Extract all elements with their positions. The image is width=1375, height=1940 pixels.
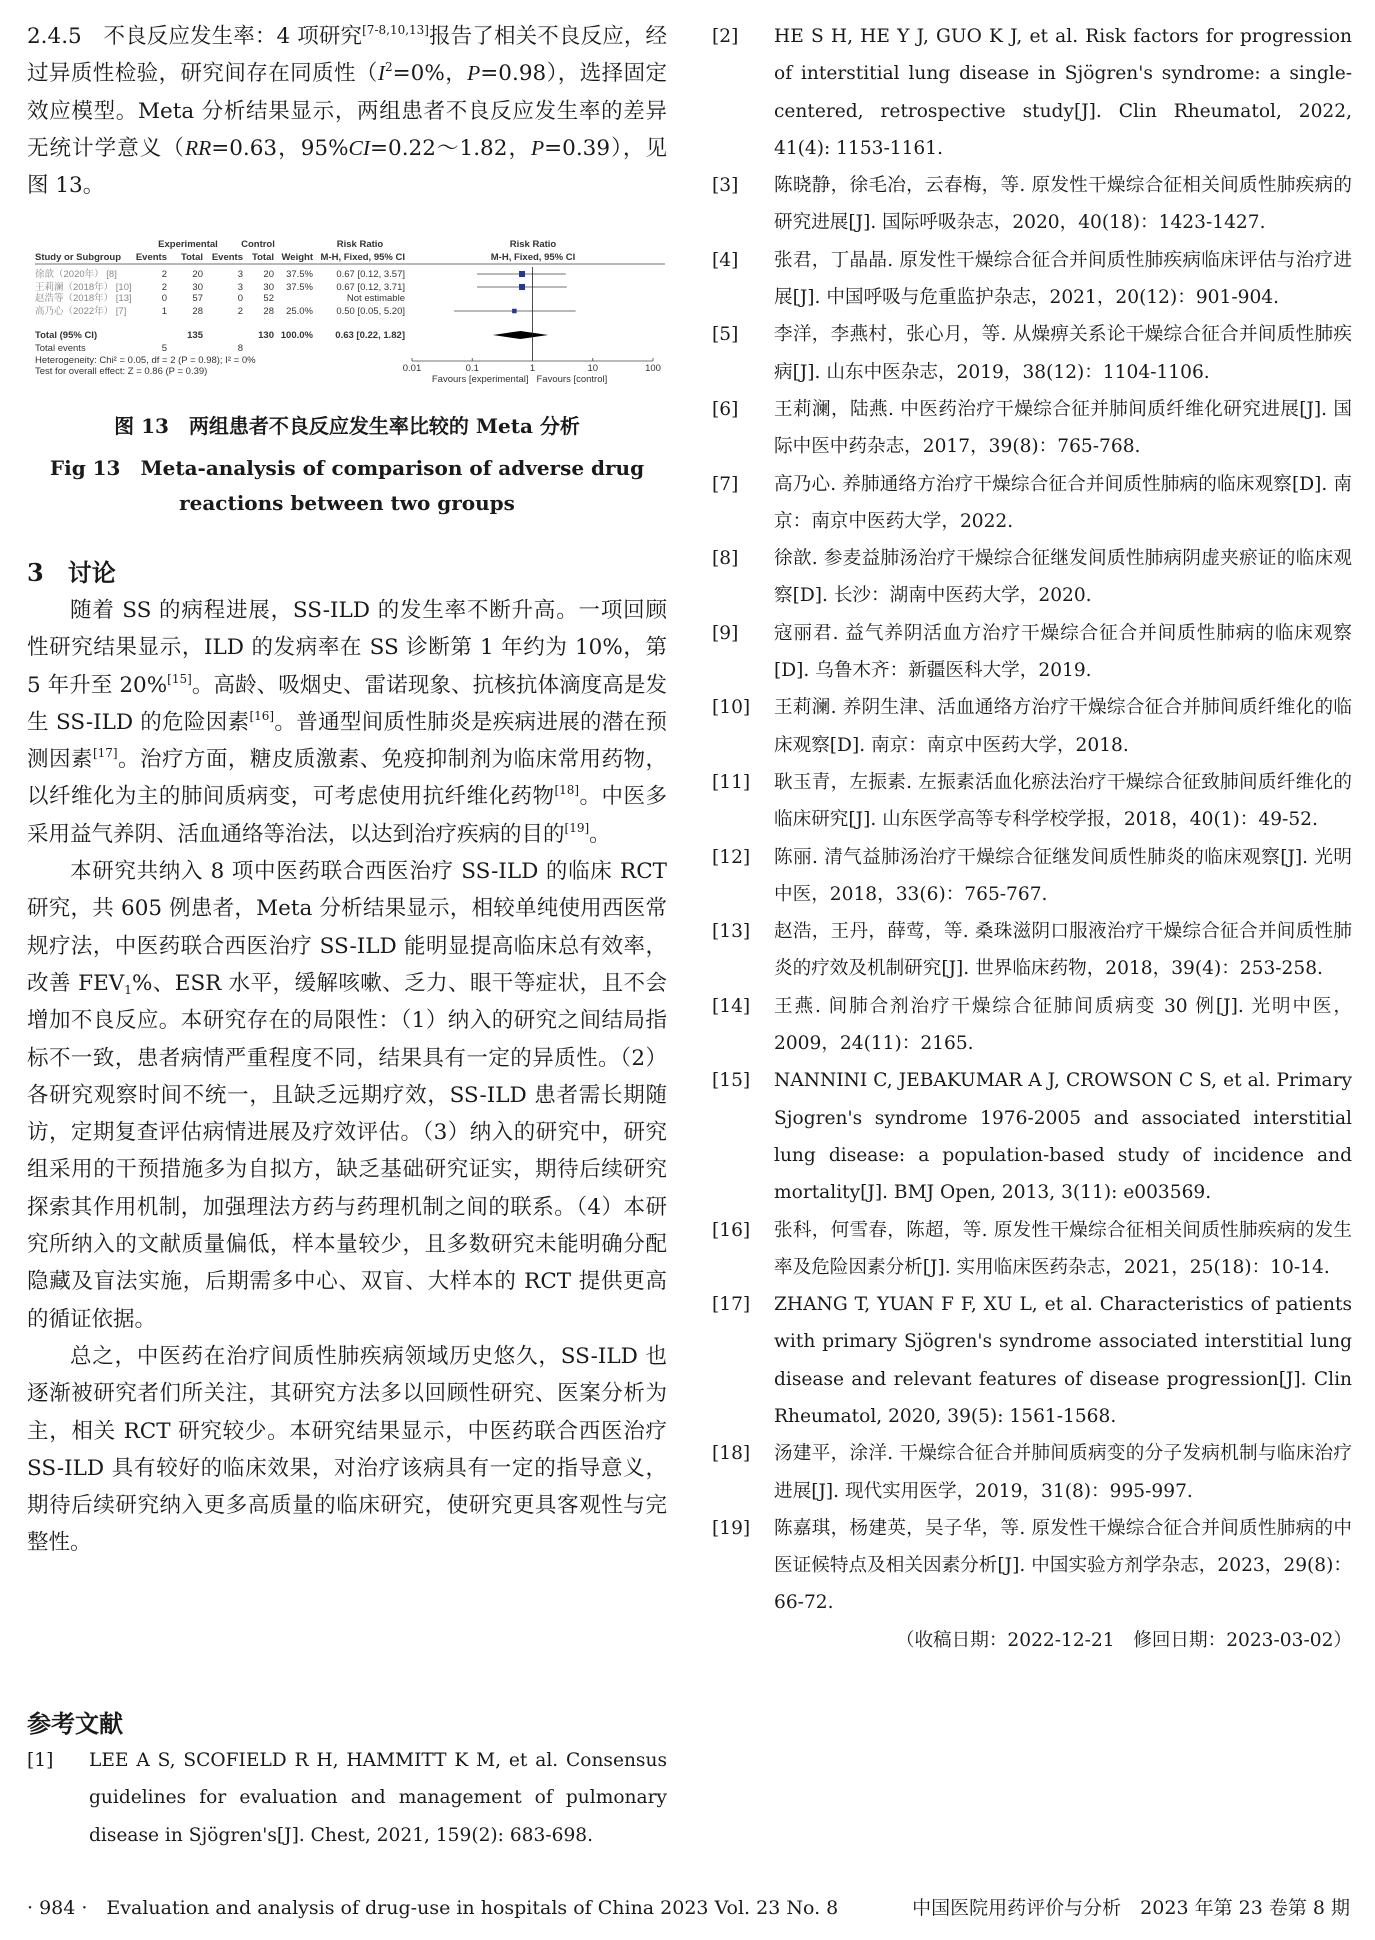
reference-item (712, 988, 1352, 1063)
total-ctl: 130 (258, 330, 274, 341)
risk-ratio-ci: Not estimable (346, 293, 405, 304)
reference-number: [16] (712, 1219, 751, 1241)
subscript: 1 (124, 982, 132, 997)
study-name: 赵浩等（2018年） [13] (35, 293, 132, 304)
text-run: 总之，中医药在治疗间质性肺疾病领域历史悠久，SS-ILD 也逐渐被研究者们所关注，其研究方法多以回顾性研究、医案分析为主，相关 RCT 研究较少。本研究结果显示，中医药联合西医治疗 SS-ILD 具有较好的临床效果，对治疗该病具有一定的指导意义，期待后续研究纳入更多高质量的临床研究，使研究更具客观性与完整性。 (27, 1343, 667, 1556)
footer-left: · 984 · Evaluation and analysis of drug-use in hospitals of China 2023 Vol. 23 No. 8 (27, 1897, 839, 1919)
header-plot-method: M-H, Fixed, 95% CI (490, 252, 576, 263)
ctl-total: 52 (263, 293, 274, 304)
x-tick-label: 0.01 (402, 363, 422, 374)
reference-number: [17] (712, 1294, 751, 1316)
ctl-total: 30 (263, 282, 274, 293)
exp-events: 0 (161, 293, 167, 304)
reference-text: 李洋，李燕村，张心月，等. 从燥痹关系论干燥综合征合并间质性肺疾病[J]. 山东中医杂志，2019，38(12)：1104-1106. (774, 324, 1352, 383)
reference-text: 陈嘉琪，杨建英，吴子华，等. 原发性干燥综合征合并间质性肺病的中医证候特点及相关因素分析[J]. 中国实验方剂学杂志，2023，29(8)：66-72. (774, 1517, 1352, 1614)
reference-text: 王燕. 间肺合剂治疗干燥综合征肺间质病变 30 例[J]. 光明中医，2009，24(11)：2165. (774, 995, 1352, 1055)
reference-number: [14] (712, 995, 751, 1017)
header-plot-title: Risk Ratio (509, 239, 557, 250)
reference-number: [10] (712, 697, 751, 719)
header-experimental: Experimental (158, 239, 218, 250)
reference-text: 徐歆. 参麦益肺汤治疗干燥综合征继发间质性肺病阴虚夹瘀证的临床观察[D]. 长沙：湖南中医药大学，2020. (774, 548, 1352, 607)
total-weight: 100.0% (280, 330, 313, 341)
pooled-effect-diamond (493, 331, 548, 339)
figure-caption-cn: 图 13 两组患者不良反应发生率比较的 Meta 分析 (114, 414, 580, 438)
ctl-events: 0 (237, 293, 243, 304)
text-run: 随着 SS 的病程进展，SS-ILD 的发生率不断升高。一项回顾性研究结果显示，ILD 的发病率在 SS 诊断第 1 年约为 10%，第 5 年升至 20% (27, 598, 667, 698)
exp-total: 28 (192, 306, 203, 317)
study-effect-square (519, 271, 525, 277)
reference-item (27, 1742, 667, 1854)
citation-superscript: 2 (385, 60, 393, 75)
references-right (712, 18, 1352, 1659)
discussion-body (27, 592, 667, 1562)
ctl-events: 3 (237, 282, 243, 293)
text-run: 。 (589, 821, 611, 847)
total-exp: 135 (187, 330, 203, 341)
reference-text: ZHANG T, YUAN F F, XU L, et al. Characteristics of patients with primary Sjögren's syndrome associated interstitial lung disease and relevant features of disease progression[J]. Clin Rheumatol, 2020, 39(5): 1561-1568. (774, 1294, 1352, 1427)
total-events-label: Total events (35, 343, 86, 354)
weight: 37.5% (286, 269, 313, 280)
exp-total: 20 (192, 269, 203, 280)
reference-text: 汤建平，涂洋. 干燥综合征合并肺间质病变的分子发病机制与临床治疗进展[J]. 现代实用医学，2019，31(8)：995-997. (774, 1443, 1352, 1502)
references-heading: 参考文献 (27, 1709, 123, 1738)
text-run: =0.22～1.82， (370, 135, 532, 161)
reference-item (712, 615, 1352, 690)
text-run: 本研究共纳入 8 项中医药联合西医治疗 SS-ILD 的临床 RCT 研究，共 605 例患者，Meta 分析结果显示，相较单纯使用西医常规疗法，中医药联合西医治疗 SS-ILD 能明显提高临床总有效率，改善 FEV (27, 859, 667, 996)
figure-caption-en-line1: Fig 13 Meta-analysis of comparison of adverse drug (49, 456, 645, 480)
reference-text: 陈丽. 清气益肺汤治疗干燥综合征继发间质性肺炎的临床观察[J]. 光明中医，2018，33(6)：765-767. (774, 846, 1352, 905)
ctl-total: 20 (263, 269, 274, 280)
reference-number: [12] (712, 846, 751, 868)
citation-superscript: [17] (92, 746, 118, 761)
text-run: 。治疗方面，糖皮质激素、免疫抑制剂为临床常用药物，以纤维化为主的肺间质病变，可考虑使用抗纤维化药物 (27, 747, 667, 810)
citation-superscript: [15] (167, 671, 192, 686)
citation-superscript: [7-8,10,13] (362, 23, 429, 37)
heterogeneity-text: Heterogeneity: Chi² = 0.05, df = 2 (P = 0.98); I² = 0% (35, 355, 256, 366)
reference-item (712, 764, 1352, 839)
text-run: 。普通型间质性肺炎是疾病进展的潜在预测因素 (27, 709, 667, 773)
text-run: 报告了相关不良反应，经过异质性检验，研究间存在同质性（ (27, 24, 667, 87)
received-date: （收稿日期：2022-12-21 修回日期：2023-03-02） (895, 1629, 1352, 1651)
reference-item (712, 316, 1352, 391)
total-events-ctl: 8 (237, 343, 243, 354)
reference-number: [9] (712, 622, 739, 644)
header-risk-ratio: Risk Ratio (336, 239, 384, 250)
reference-number: [11] (712, 771, 751, 793)
study-name: 徐歆（2020年） [8] (35, 269, 117, 280)
italic-symbol: P (467, 61, 481, 86)
study-name: 王莉澜（2018年） [10] (35, 282, 132, 293)
favours-control: Favours [control] (536, 374, 608, 385)
exp-events: 2 (161, 282, 167, 293)
italic-symbol: CI (348, 135, 371, 160)
reference-item (712, 689, 1352, 764)
reference-number: [18] (712, 1443, 751, 1465)
reference-item (712, 1286, 1352, 1435)
reference-item (712, 466, 1352, 541)
reference-item (712, 913, 1352, 988)
x-tick-label: 1 (529, 363, 536, 374)
reference-text: 赵浩，王丹，薛莺，等. 桑珠滋阴口服液治疗干燥综合征合并间质性肺炎的疗效及机制研究[J]. 世界临床药物，2018，39(4)：253-258. (774, 921, 1352, 980)
exp-total: 57 (192, 293, 203, 304)
reference-text: 高乃心. 养肺通络方治疗干燥综合征合并间质性肺病的临床观察[D]. 南京：南京中医药大学，2022. (774, 473, 1352, 532)
reference-number: [15] (712, 1070, 751, 1092)
study-name: 高乃心（2022年） [7] (35, 306, 127, 317)
italic-symbol: P (531, 135, 545, 160)
text-run: =0.63，95% (211, 135, 349, 161)
header-column: Events (211, 252, 243, 263)
reference-text: 王莉澜. 养阴生津、活血通络方治疗干燥综合征合并肺间质纤维化的临床观察[D]. 南京：南京中医药大学，2018. (774, 697, 1352, 756)
x-tick-label: 100 (645, 363, 661, 374)
reference-text: NANNINI C, JEBAKUMAR A J, CROWSON C S, et al. Primary Sjogren's syndrome 1976-2005 and associated interstitial lung disease: a population-based study of incidence and mortality[J]. BMJ Open, 2013, 3(11): e003569. (774, 1070, 1352, 1204)
reference-item (712, 242, 1352, 317)
weight: 25.0% (286, 306, 313, 317)
x-tick-label: 0.1 (465, 363, 479, 374)
study-effect-square (512, 309, 517, 314)
reference-text: 寇丽君. 益气养阴活血方治疗干燥综合征合并间质性肺病的临床观察[D]. 乌鲁木齐：新疆医科大学，2019. (774, 622, 1352, 682)
discussion-paragraph (27, 1338, 667, 1562)
italic-symbol: RR (184, 135, 212, 160)
header-column: Total (252, 252, 274, 263)
text-run: 。中医多采用益气养阴、活血通络等治法，以达到治疗疾病的目的 (27, 784, 667, 847)
total-label: Total (95% CI) (35, 330, 98, 341)
total-events-exp: 5 (161, 343, 167, 354)
footer-right: 中国医院用药评价与分析 2023 年第 23 卷第 8 期 (912, 1897, 1350, 1919)
reference-number: [13] (712, 921, 751, 943)
header-study: Study or Subgroup (35, 252, 122, 263)
reference-item (712, 18, 1352, 167)
weight: 37.5% (286, 282, 313, 293)
citation-superscript: [16] (249, 708, 275, 723)
reference-item (712, 391, 1352, 466)
reference-text: LEE A S, SCOFIELD R H, HAMMITT K M, et al. Consensus guidelines for evaluation and management of pulmonary disease in Sjögren's[J]. Chest, 2021, 159(2): 683-698. (89, 1750, 667, 1846)
exp-events: 2 (161, 269, 167, 280)
reference-text: 王莉澜，陆燕. 中医药治疗干燥综合征并肺间质纤维化研究进展[J]. 国际中医中药杂志，2017，39(8)：765-768. (774, 398, 1352, 458)
reference-item (712, 167, 1352, 242)
discussion-paragraph (27, 853, 667, 1338)
exp-events: 1 (161, 306, 167, 317)
header-column: Total (181, 252, 203, 263)
ctl-total: 28 (263, 306, 274, 317)
discussion-heading: 3 讨论 (27, 558, 116, 587)
reference-item (712, 1435, 1352, 1510)
total-risk-ratio: 0.63 [0.22, 1.82] (335, 330, 405, 341)
text-run: =0.39），见图 13。 (27, 135, 667, 199)
discussion-paragraph (27, 592, 667, 853)
reference-text: 张君，丁晶晶. 原发性干燥综合征合并间质性肺疾病临床评估与治疗进展[J]. 中国呼吸与危重监护杂志，2021，20(12)：901-904. (774, 249, 1352, 309)
reference-item (712, 839, 1352, 914)
ctl-events: 2 (237, 306, 243, 317)
text-run: =0.98），选择固定效应模型。Meta 分析结果显示，两组患者不良反应发生率的差异无统计学意义（ (27, 61, 667, 161)
italic-symbol: I (377, 61, 386, 86)
text-run: =0%， (392, 61, 468, 87)
references-left (27, 1742, 667, 1854)
reference-text: 陈晓静，徐毛冶，云春梅，等. 原发性干燥综合征相关间质性肺疾病的研究进展[J]. 国际呼吸杂志，2020，40(18)：1423-1427. (774, 175, 1352, 234)
reference-number: [4] (712, 249, 739, 271)
risk-ratio-ci: 0.67 [0.12, 3.71] (336, 282, 405, 293)
text-run: 2.4.5 不良反应发生率：4 项研究 (27, 24, 363, 49)
ctl-events: 3 (237, 269, 243, 280)
reference-item (712, 540, 1352, 615)
risk-ratio-ci: 0.50 [0.05, 5.20] (336, 306, 405, 317)
reference-item (712, 1510, 1352, 1622)
reference-text: 张科，何雪春，陈超，等. 原发性干燥综合征相关间质性肺疾病的发生率及危险因素分析[J]. 实用临床医药杂志，2021，25(18)：10-14. (774, 1219, 1352, 1278)
reference-number: [7] (712, 473, 739, 495)
reference-text: HE S H, HE Y J, GUO K J, et al. Risk factors for progression of interstitial lung disease in Sjögren's syndrome: a single-centered, retrospective study[J]. Clin Rheumatol, 2022, 41(4): 1153-1161. (774, 26, 1352, 159)
header-column: Weight (281, 252, 313, 263)
reference-number: [8] (712, 548, 739, 570)
reference-number: [2] (712, 26, 739, 47)
reference-number: [1] (27, 1750, 54, 1771)
favours-experimental: Favours [experimental] (431, 374, 529, 385)
text-run: 。高龄、吸烟史、雷诺现象、抗核抗体滴度高是发生 SS-ILD 的危险因素 (27, 672, 667, 735)
text-run: %、ESR 水平，缓解咳嗽、乏力、眼干等症状，且不会增加不良反应。本研究存在的局限性：（1）纳入的研究之间结局指标不一致，患者病情严重程度不同，结果具有一定的异质性。（2）各研究观察时间不统一，且缺乏远期疗效，SS-ILD 患者需长期随访，定期复查评估病情进展及疗效评估。（3）纳入的研究中，研究组采用的干预措施多为自拟方，缺乏基础研究证实，期待后续研究探索其作用机制，加强理法方药与药理机制之间的联系。（4）本研究所纳入的文献质量偏低，样本量较少，且多数研究未能明确分配隐藏及盲法实施，后期需多中心、双盲、大样本的 RCT 提供更高的循证依据。 (27, 970, 667, 1332)
header-column: M-H, Fixed, 95% CI (320, 252, 405, 263)
exp-total: 30 (192, 282, 203, 293)
citation-superscript: [19] (564, 820, 590, 835)
citation-superscript: [18] (554, 783, 580, 798)
overall-effect-text: Test for overall effect: Z = 0.86 (P = 0.39) (35, 366, 208, 377)
risk-ratio-ci: 0.67 [0.12, 3.57] (336, 269, 405, 280)
study-effect-square (519, 284, 525, 290)
reference-number: [6] (712, 398, 739, 420)
figure-caption-en-line2: reactions between two groups (179, 491, 515, 515)
header-control: Control (241, 239, 275, 250)
reference-item (712, 1212, 1352, 1287)
x-tick-label: 10 (587, 363, 599, 374)
reference-number: [3] (712, 175, 739, 197)
reference-number: [5] (712, 324, 739, 346)
reference-number: [19] (712, 1517, 751, 1539)
reference-text: 耿玉青，左振素. 左振素活血化瘀法治疗干燥综合征致肺间质纤维化的临床研究[J]. 山东医学高等专科学校学报，2018，40(1)：49-52. (774, 771, 1352, 831)
header-column: Events (135, 252, 167, 263)
reference-item (712, 1062, 1352, 1211)
